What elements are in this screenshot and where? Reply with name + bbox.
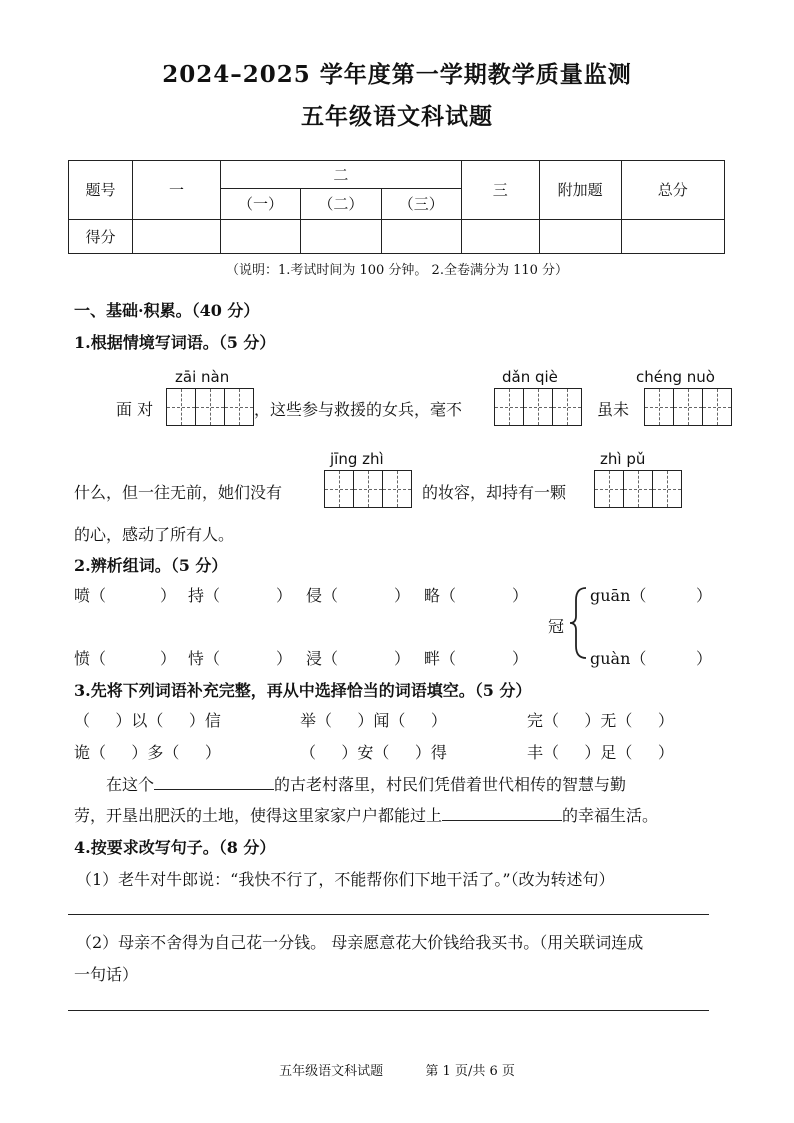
pinyin-label: jīng zhì: [330, 450, 384, 468]
score-table-header: 题号: [69, 161, 133, 220]
exam-note: （说明：1.考试时间为 100 分钟。 2.全卷满分为 110 分）: [225, 263, 569, 278]
q2-pinyin: guān（: [590, 586, 647, 605]
q2-item: 略（: [424, 586, 457, 605]
fill-blank[interactable]: [154, 789, 274, 790]
q2-bracket: ）: [160, 586, 177, 605]
brace-icon: [568, 586, 588, 660]
score-table-col-5: 总分: [621, 161, 724, 220]
q2-item: 侵（: [306, 586, 339, 605]
page-footer: [0, 1060, 794, 1079]
q2-item: 愤（: [74, 649, 107, 668]
q4-sentence-2-cont: 一句话）: [74, 965, 139, 984]
q2-item: 持（: [188, 586, 221, 605]
score-table-col-1: 一: [133, 161, 221, 220]
q3-paragraph: [106, 772, 626, 795]
q3-text: 在这个: [106, 775, 155, 794]
q4-sentence-1: （1）老牛对牛郎说：“我快不行了，不能帮你们下地干活了。”（改为转述句）: [76, 870, 615, 889]
q2-bracket: ）: [160, 649, 177, 668]
score-cell[interactable]: [220, 219, 300, 253]
q3-idiom: 完（ ）无（ ）: [527, 711, 674, 730]
q2-title: 2.辨析组词。（5 分）: [74, 556, 228, 575]
exam-subtitle: 五年级语文科试题: [301, 103, 493, 130]
q2-bracket: ）: [512, 586, 529, 605]
q2-bracket: ）: [512, 649, 529, 668]
q3-paragraph: [74, 803, 658, 826]
pinyin-label: chéng nuò: [636, 368, 715, 386]
score-table-col-4: 附加题: [539, 161, 621, 220]
q2-item: 畔（: [424, 649, 457, 668]
q2-item: 喷（: [74, 586, 107, 605]
q2-bracket: ）: [696, 586, 713, 605]
q1-text: 虽未: [597, 400, 630, 419]
score-cell[interactable]: [381, 219, 461, 253]
character-grid[interactable]: [494, 388, 582, 426]
q3-idiom: 诡（ ）多（ ）: [74, 743, 221, 762]
score-cell[interactable]: [133, 219, 221, 253]
q2-polyphone-char: 冠: [548, 617, 565, 636]
q2-item: 浸（: [306, 649, 339, 668]
pinyin-label: dǎn qiè: [502, 368, 558, 386]
score-table-col-2: 二: [220, 161, 461, 189]
footer-page-number: 第 1 页/共 6 页: [425, 1064, 515, 1079]
score-cell[interactable]: [301, 219, 381, 253]
q3-text: 的古老村落里，村民们凭借着世代相传的智慧与勤: [274, 775, 627, 794]
q1-text: 的心，感动了所有人。: [74, 525, 235, 544]
q2-bracket: ）: [394, 586, 411, 605]
score-cell[interactable]: [621, 219, 724, 253]
score-table-sub-3: （三）: [381, 189, 461, 219]
q2-bracket: ）: [696, 649, 713, 668]
q2-bracket: ）: [276, 649, 293, 668]
q2-item: 恃（: [188, 649, 221, 668]
score-table-sub-2: （二）: [301, 189, 381, 219]
q1-title: 1.根据情境写词语。（5 分）: [74, 333, 276, 352]
q3-title: 3.先将下列词语补充完整，再从中选择恰当的词语填空。（5 分）: [74, 681, 532, 700]
q3-idiom: （ ）以（ ）信: [74, 711, 221, 730]
score-row-label: 得分: [69, 219, 133, 253]
q1-text: 的妆容，却持有一颗: [422, 483, 567, 502]
score-cell[interactable]: [539, 219, 621, 253]
answer-line[interactable]: [68, 914, 709, 915]
pinyin-label: zāi nàn: [175, 368, 230, 386]
footer-subject: 五年级语文科试题: [279, 1064, 384, 1079]
q2-bracket: ）: [394, 649, 411, 668]
q2-bracket: ）: [276, 586, 293, 605]
fill-blank[interactable]: [442, 820, 562, 821]
q2-pinyin: guàn（: [590, 649, 647, 668]
q3-idiom: 举（ ）闻（ ）: [300, 711, 447, 730]
score-table-sub-1: （一）: [220, 189, 300, 219]
q3-idiom: （ ）安（ ）得: [300, 743, 447, 762]
pinyin-label: zhì pǔ: [600, 450, 646, 468]
q3-text: 的幸福生活。: [562, 806, 659, 825]
character-grid[interactable]: [594, 470, 682, 508]
score-cell[interactable]: [461, 219, 539, 253]
section-1-title: 一、基础·积累。（40 分）: [74, 301, 260, 320]
character-grid[interactable]: [166, 388, 254, 426]
q1-text: 什么，但一往无前，她们没有: [74, 483, 283, 502]
character-grid[interactable]: [644, 388, 732, 426]
q1-text: 面 对: [116, 400, 154, 419]
score-table-col-3: 三: [461, 161, 539, 220]
q4-sentence-2: （2）母亲不舍得为自己花一分钱。 母亲愿意花大价钱给我买书。（用关联词连成: [76, 933, 644, 952]
character-grid[interactable]: [324, 470, 412, 508]
q4-title: 4.按要求改写句子。（8 分）: [74, 838, 276, 857]
exam-title: 2024–2025 学年度第一学期教学质量监测: [162, 61, 632, 88]
q3-idiom: 丰（ ）足（ ）: [527, 743, 674, 762]
q3-text: 劳，开垦出肥沃的土地，使得这里家家户户都能过上: [74, 806, 443, 825]
q1-text: ，这些参与救援的女兵，毫不: [254, 400, 463, 419]
answer-line[interactable]: [68, 1010, 709, 1011]
score-table: [68, 160, 725, 254]
